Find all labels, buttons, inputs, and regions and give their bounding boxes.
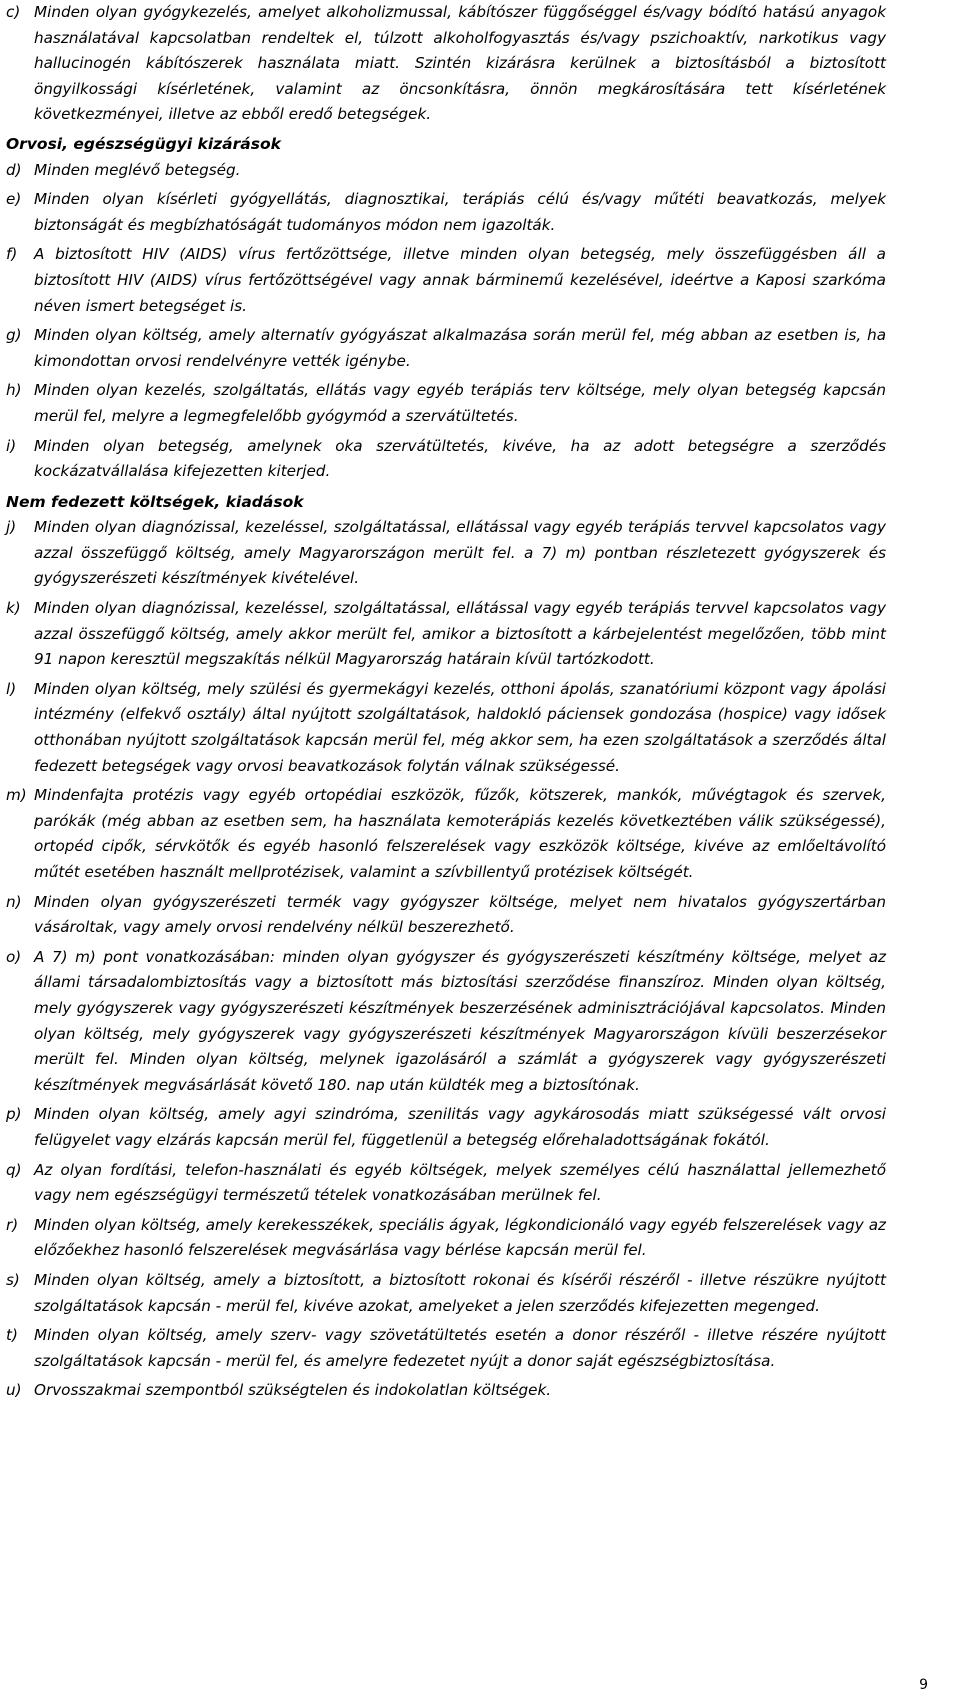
list-item-text: Minden olyan költség, amely agyi szindróma, szenilitás vagy agykárosodás miatt szükségessé vált orvosi felügyelet vagy elzárás kapcsán merül fel, függetlenül a betegség előrehaladottságának fokától. xyxy=(34,1105,886,1149)
list-item xyxy=(6,1102,886,1153)
list-item xyxy=(6,1378,886,1404)
list-item-text: Minden olyan kezelés, szolgáltatás, ellátás vagy egyéb terápiás terv költsége, mely olyan betegség kapcsán merül fel, melyre a legmegfelelőbb gyógymód a szervátültetés. xyxy=(34,381,886,425)
list-item-text: Minden olyan diagnózissal, kezeléssel, szolgáltatással, ellátással vagy egyéb terápiás tervvel kapcsolatos vagy azzal összefüggő költség, amely akkor merült fel, amikor a biztosított a kárbejelentést megelőzően, több mint 91 napon keresztül megszakítás nélkül Magyarország határain kívül tartózkodott. xyxy=(34,599,886,669)
list-marker: m) xyxy=(6,786,27,805)
list-item-text: Minden olyan diagnózissal, kezeléssel, szolgáltatással, ellátással vagy egyéb terápiás tervvel kapcsolatos vagy azzal összefüggő költség, amely Magyarországon merült fel. a 7) m) pontban részletezett gyógyszerek és gyógyszerészeti készítmények kivételével. xyxy=(34,518,886,588)
list-marker: g) xyxy=(6,326,22,345)
list-item xyxy=(6,323,886,374)
list-marker: e) xyxy=(6,190,22,209)
list-item xyxy=(6,158,886,184)
list-item-text: Minden olyan gyógyszerészeti termék vagy gyógyszer költsége, melyet nem hivatalos gyógyszertárban vásároltak, vagy amely orvosi rendelvény nélkül beszerezhető. xyxy=(34,892,886,937)
list-item-text: Minden olyan költség, amely alternatív gyógyászat alkalmazása során merül fel, még abban az esetben is, ha kimondottan orvosi rendelvényre vették igénybe. xyxy=(34,326,886,370)
list-item xyxy=(6,187,886,238)
list-marker: u) xyxy=(6,1381,22,1400)
list-item-text: Minden olyan betegség, amelynek oka szervátültetés, kivéve, ha az adott betegségre a szerződés kockázatvállalása kifejezetten kiterjed. xyxy=(34,436,886,481)
list-item-text: Orvosszakmai szempontból szükségtelen és indokolatlan költségek. xyxy=(34,1381,552,1400)
list-item xyxy=(6,1323,886,1374)
list-marker: i) xyxy=(6,436,17,455)
list-item xyxy=(6,242,886,319)
section-heading-costs: Nem fedezett költségek, kiadások xyxy=(6,492,304,511)
list-item-text: Minden olyan költség, amely kerekesszékek, speciális ágyak, légkondicionáló vagy egyéb felszerelések vagy az előzőekhez hasonló felszerelések megvásárlása vagy bérlése kapcsán merül fel. xyxy=(34,1215,886,1260)
section-heading-medical: Orvosi, egészségügyi kizárások xyxy=(6,134,281,153)
list-item xyxy=(6,0,886,128)
list-item-text: Az olyan fordítási, telefon-használati és egyéb költségek, melyek személyes célú használattal jellemezhető vagy nem egészségügyi természetű tételek vonatkozásában merülnek fel. xyxy=(34,1160,886,1205)
list-item-text: Minden olyan költség, mely szülési és gyermekágyi kezelés, otthoni ápolás, szanatóriumi központ vagy ápolási intézmény (elfekvő osztály) által nyújtott szolgáltatások, haldokló páciensek gondozása (hospice) vagy idősek otthonában nyújtott szolgáltatások kapcsán merül fel, még akkor sem, ha ezen szolgáltatások a szerződés által fedezett betegségek vagy orvosi beavatkozások folytán válnak szükségessé. xyxy=(34,679,886,775)
list-marker: d) xyxy=(6,160,22,179)
list-item-text: Minden olyan kísérleti gyógyellátás, diagnosztikai, terápiás célú és/vagy műtéti beavatkozás, melyek biztonságát és megbízhatóságát tudományos módon nem igazolták. xyxy=(34,190,886,234)
list-marker: o) xyxy=(6,947,22,966)
list-item-text: Minden olyan költség, amely a biztosított, a biztosított rokonai és kísérői részéről - illetve részükre nyújtott szolgáltatások kapcsán - merül fel, kivéve azokat, amelyeket a jelen szerződés kifejezetten megenged. xyxy=(34,1270,886,1315)
list-item xyxy=(6,1213,886,1264)
list-item xyxy=(6,1268,886,1319)
list-item-text: A biztosított HIV (AIDS) vírus fertőzöttsége, illetve minden olyan betegség, mely összefüggésben áll a biztosított HIV (AIDS) vírus fertőzöttségével vagy annak bárminemű kezelésével, ideértve a Kaposi szarkóma néven ismert betegséget is. xyxy=(34,245,886,315)
list-item xyxy=(6,596,886,673)
list-marker: t) xyxy=(6,1326,18,1345)
list-marker: n) xyxy=(6,892,22,911)
list-item xyxy=(6,945,886,1099)
list-item-text: Mindenfajta protézis vagy egyéb ortopédiai eszközök, fűzők, kötszerek, mankók, művégtagok és szervek, parókák (még abban az esetben sem, ha használata kemoterápiás kezelés következtében válik szükségessé), ortopéd cipők, sérvkötők és egyéb hasonló felszerelések vagy eszközök költsége, kivéve az emlőeltávolító műtét esetében használt mellprotézisek, valamint a szívbillentyű protézisek költségét. xyxy=(34,786,886,881)
list-marker: j) xyxy=(6,518,17,537)
list-item xyxy=(6,783,886,885)
list-item xyxy=(6,677,886,779)
list-item xyxy=(6,1158,886,1209)
list-marker: l) xyxy=(6,679,17,698)
list-item-text: A 7) m) pont vonatkozásában: minden olyan gyógyszer és gyógyszerészeti készítmény költsége, melyet az állami társadalombiztosítás vagy a biztosított más biztosítási szerződése finanszíroz. Minden olyan költség, mely gyógyszerek vagy gyógyszerészeti készítmények beszerzésének adminisztrációjával kapcsolatos. Minden olyan költség, mely gyógyszerek vagy gyógyszerészeti készítmények Magyarországon kívüli beszerzésekor merült fel. Minden olyan költség, melynek igazolásáról a számlát a gyógyszerek vagy gyógyszerészeti készítmények megvásárlását követő 180. nap után küldték meg a biztosítónak. xyxy=(34,947,886,1094)
list-item xyxy=(6,515,886,592)
list-marker: f) xyxy=(6,245,18,264)
list-item xyxy=(6,434,886,485)
list-item-text: Minden olyan költség, amely szerv- vagy szövetátültetés esetén a donor részéről - illetve részére nyújtott szolgáltatások kapcsán - merül fel, és amelyre fedezetet nyújt a donor saját egészségbiztosítása. xyxy=(34,1326,886,1370)
list-marker: q) xyxy=(6,1160,22,1179)
list-marker: p) xyxy=(6,1105,22,1124)
list-marker: r) xyxy=(6,1215,19,1234)
list-item-text: Minden olyan gyógykezelés, amelyet alkoholizmussal, kábítószer függőséggel és/vagy bódító hatású anyagok használatával kapcsolatban rendeltek el, túlzott alkoholfogyasztás és/vagy pszichoaktív, narkotikus vagy hallucinogén kábítószerek használata miatt. Szintén kizárásra kerülnek a biztosításból a biztosított öngyilkossági kísérletének, valamint az öncsonkításra, önnön megkárosítására tett kísérletének következményei, illetve az ebből eredő betegségek. xyxy=(34,3,886,124)
list-marker: h) xyxy=(6,381,22,400)
list-marker: c) xyxy=(6,3,21,21)
page-number: 9 xyxy=(919,1677,928,1693)
list-marker: s) xyxy=(6,1270,20,1289)
list-marker: k) xyxy=(6,599,21,618)
document-body xyxy=(6,0,886,1404)
list-item xyxy=(6,890,886,941)
list-item-text: Minden meglévő betegség. xyxy=(34,160,241,179)
list-item xyxy=(6,378,886,429)
